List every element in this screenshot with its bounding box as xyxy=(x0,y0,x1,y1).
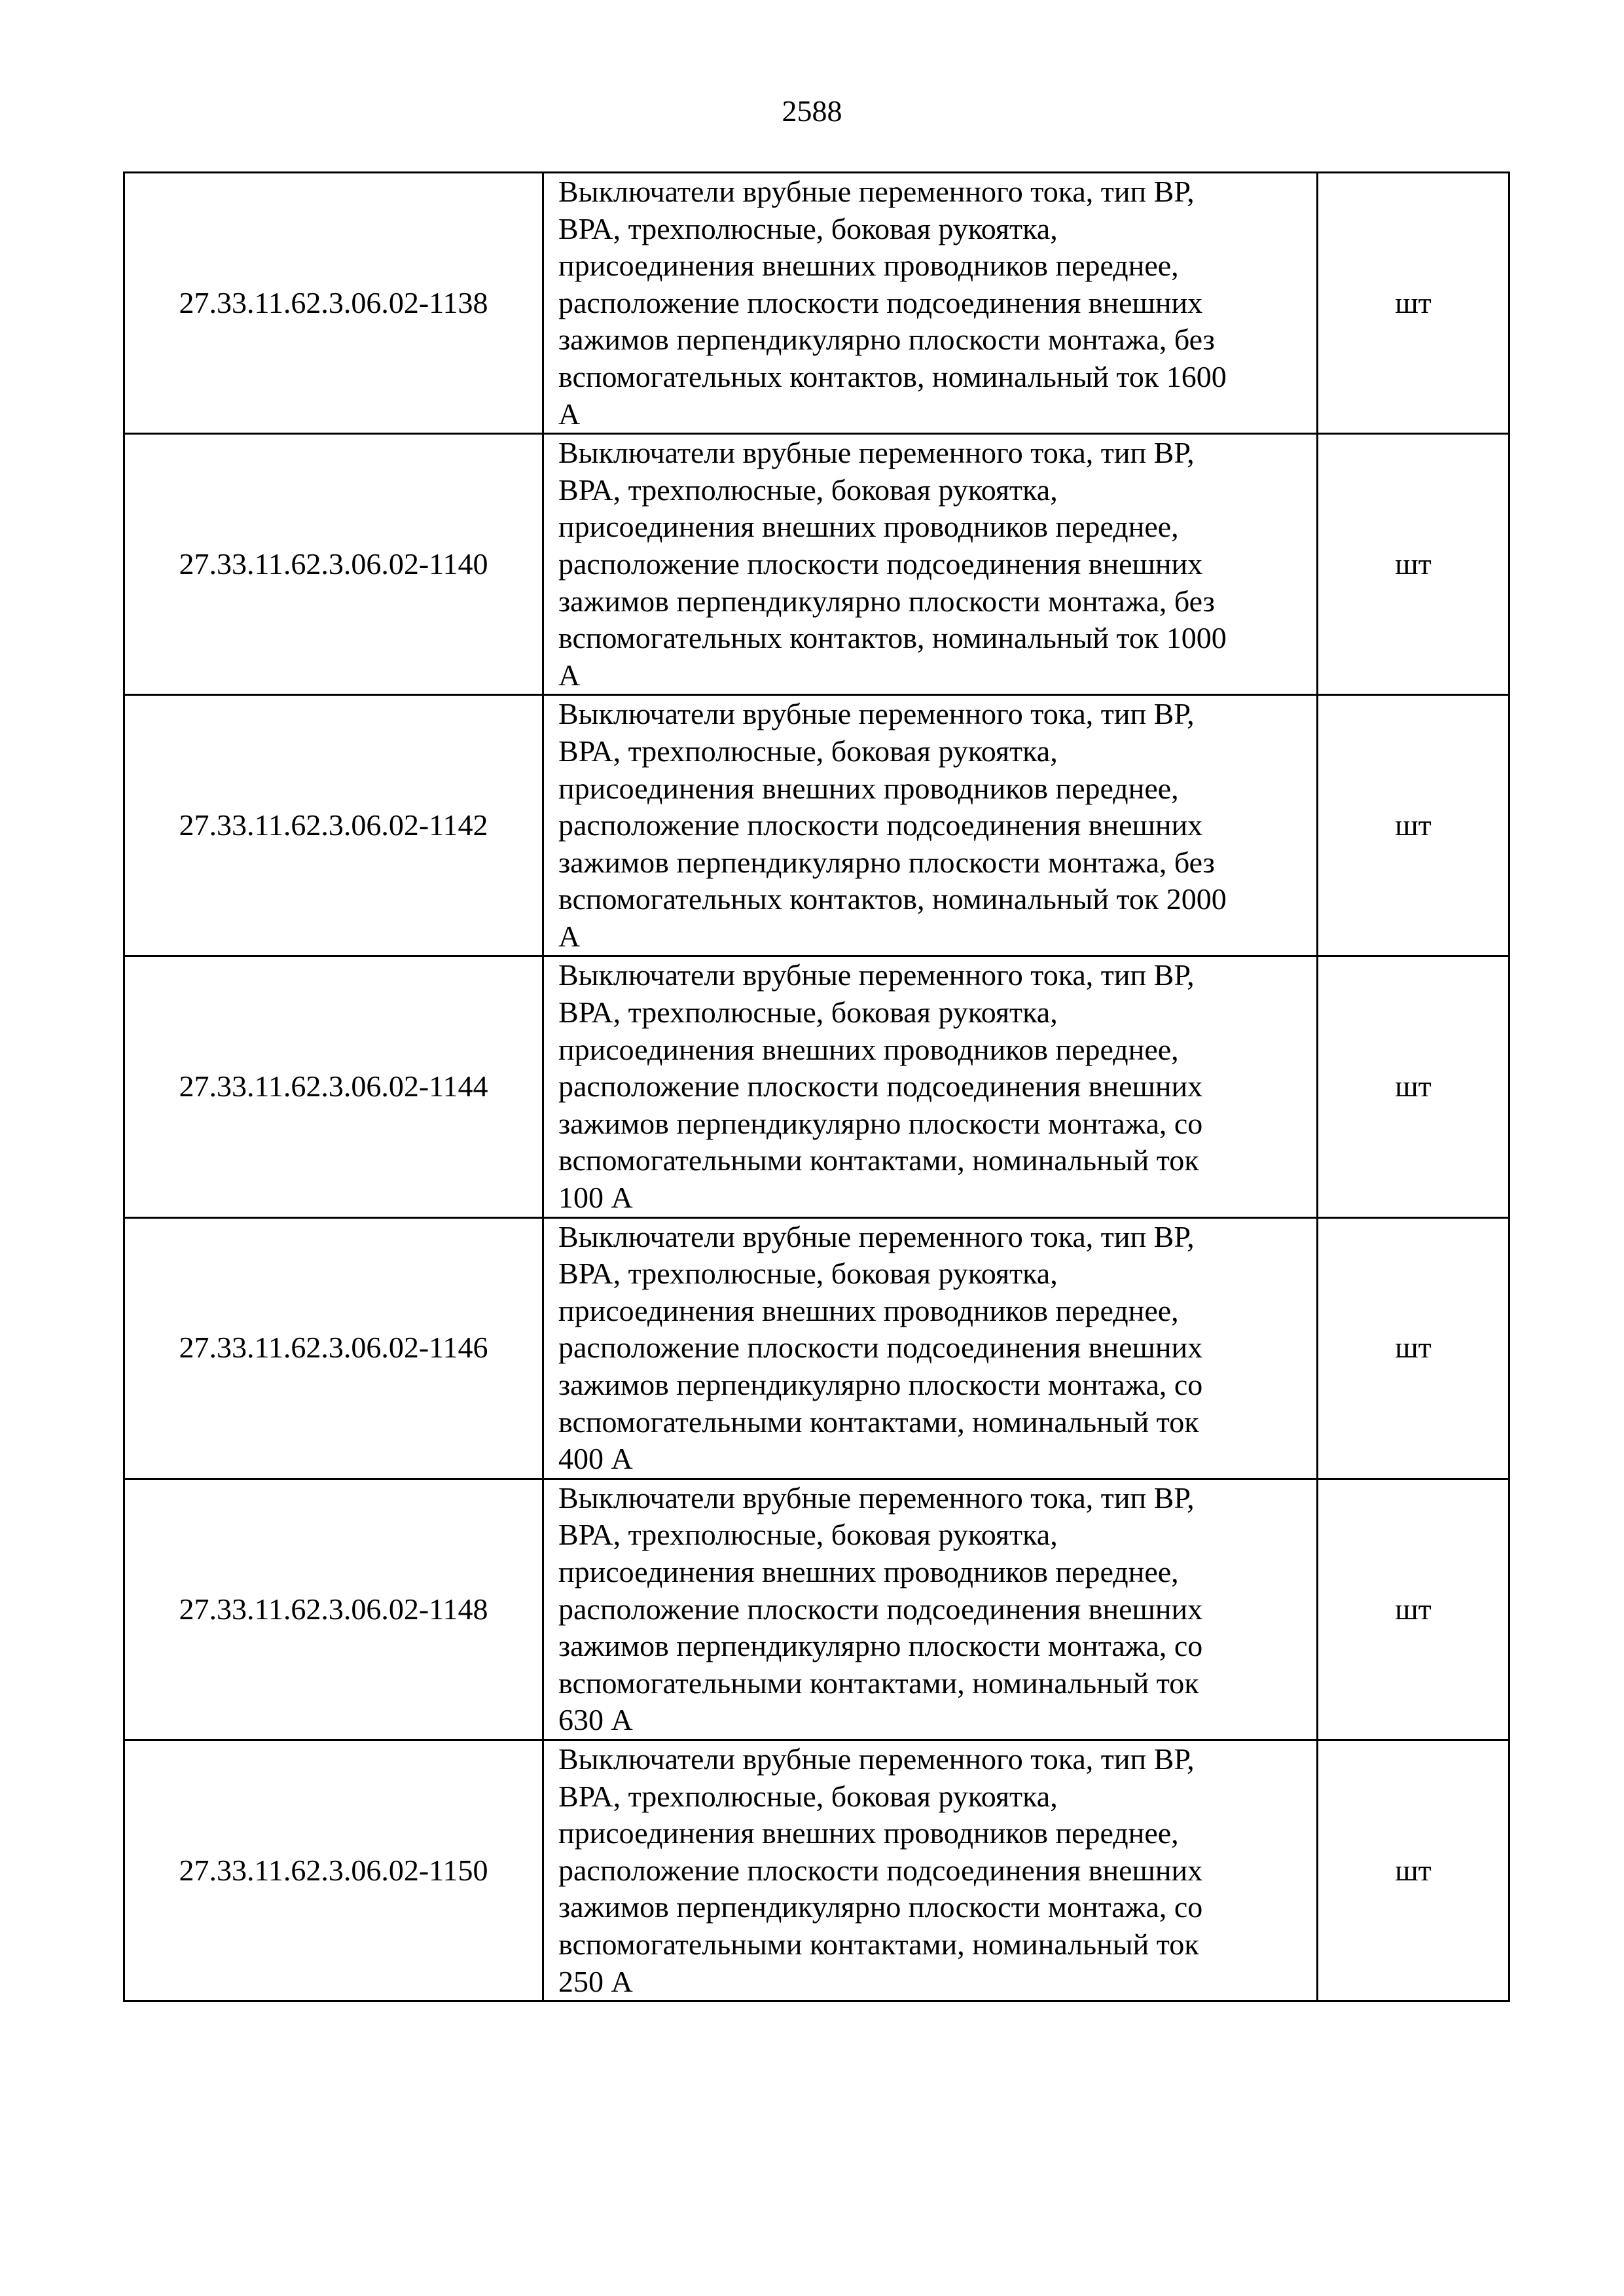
table-row xyxy=(124,1217,1509,1479)
spec-table xyxy=(123,171,1510,2002)
resource-description: Выключатели врубные переменного тока, тип ВР, ВРА, трехполюсные, боковая рукоятка, присоединения внешних проводников переднее, расположение плоскости подсоединения внешних зажимов перпендикулярно плоскости монтажа, со вспомогательными контактами, номинальный ток 250 А xyxy=(543,1740,1318,2001)
resource-description: Выключатели врубные переменного тока, тип ВР, ВРА, трехполюсные, боковая рукоятка, присоединения внешних проводников переднее, расположение плоскости подсоединения внешних зажимов перпендикулярно плоскости монтажа, со вспомогательными контактами, номинальный ток 400 А xyxy=(543,1217,1318,1479)
table-row xyxy=(124,956,1509,1217)
resource-code: 27.33.11.62.3.06.02-1146 xyxy=(124,1217,543,1479)
unit-of-measure: шт xyxy=(1318,1740,1509,2001)
resource-code: 27.33.11.62.3.06.02-1140 xyxy=(124,434,543,695)
resource-code: 27.33.11.62.3.06.02-1138 xyxy=(124,173,543,434)
table-row xyxy=(124,173,1509,434)
unit-of-measure: шт xyxy=(1318,695,1509,956)
resource-description: Выключатели врубные переменного тока, тип ВР, ВРА, трехполюсные, боковая рукоятка, присоединения внешних проводников переднее, расположение плоскости подсоединения внешних зажимов перпендикулярно плоскости монтажа, без вспомогательных контактов, номинальный ток 2000 А xyxy=(543,695,1318,956)
resource-code: 27.33.11.62.3.06.02-1142 xyxy=(124,695,543,956)
resource-code: 27.33.11.62.3.06.02-1150 xyxy=(124,1740,543,2001)
resource-description: Выключатели врубные переменного тока, тип ВР, ВРА, трехполюсные, боковая рукоятка, присоединения внешних проводников переднее, расположение плоскости подсоединения внешних зажимов перпендикулярно плоскости монтажа, со вспомогательными контактами, номинальный ток 630 А xyxy=(543,1479,1318,1740)
unit-of-measure: шт xyxy=(1318,173,1509,434)
table-row xyxy=(124,434,1509,695)
table-row xyxy=(124,1479,1509,1740)
resource-description: Выключатели врубные переменного тока, тип ВР, ВРА, трехполюсные, боковая рукоятка, присоединения внешних проводников переднее, расположение плоскости подсоединения внешних зажимов перпендикулярно плоскости монтажа, со вспомогательными контактами, номинальный ток 100 А xyxy=(543,956,1318,1217)
resource-description: Выключатели врубные переменного тока, тип ВР, ВРА, трехполюсные, боковая рукоятка, присоединения внешних проводников переднее, расположение плоскости подсоединения внешних зажимов перпендикулярно плоскости монтажа, без вспомогательных контактов, номинальный ток 1000 А xyxy=(543,434,1318,695)
resource-description: Выключатели врубные переменного тока, тип ВР, ВРА, трехполюсные, боковая рукоятка, присоединения внешних проводников переднее, расположение плоскости подсоединения внешних зажимов перпендикулярно плоскости монтажа, без вспомогательных контактов, номинальный ток 1600 А xyxy=(543,173,1318,434)
page-number: 2588 xyxy=(782,94,842,128)
unit-of-measure: шт xyxy=(1318,956,1509,1217)
table-row xyxy=(124,695,1509,956)
unit-of-measure: шт xyxy=(1318,434,1509,695)
table-row xyxy=(124,1740,1509,2001)
resource-code: 27.33.11.62.3.06.02-1148 xyxy=(124,1479,543,1740)
unit-of-measure: шт xyxy=(1318,1217,1509,1479)
unit-of-measure: шт xyxy=(1318,1479,1509,1740)
resource-code: 27.33.11.62.3.06.02-1144 xyxy=(124,956,543,1217)
